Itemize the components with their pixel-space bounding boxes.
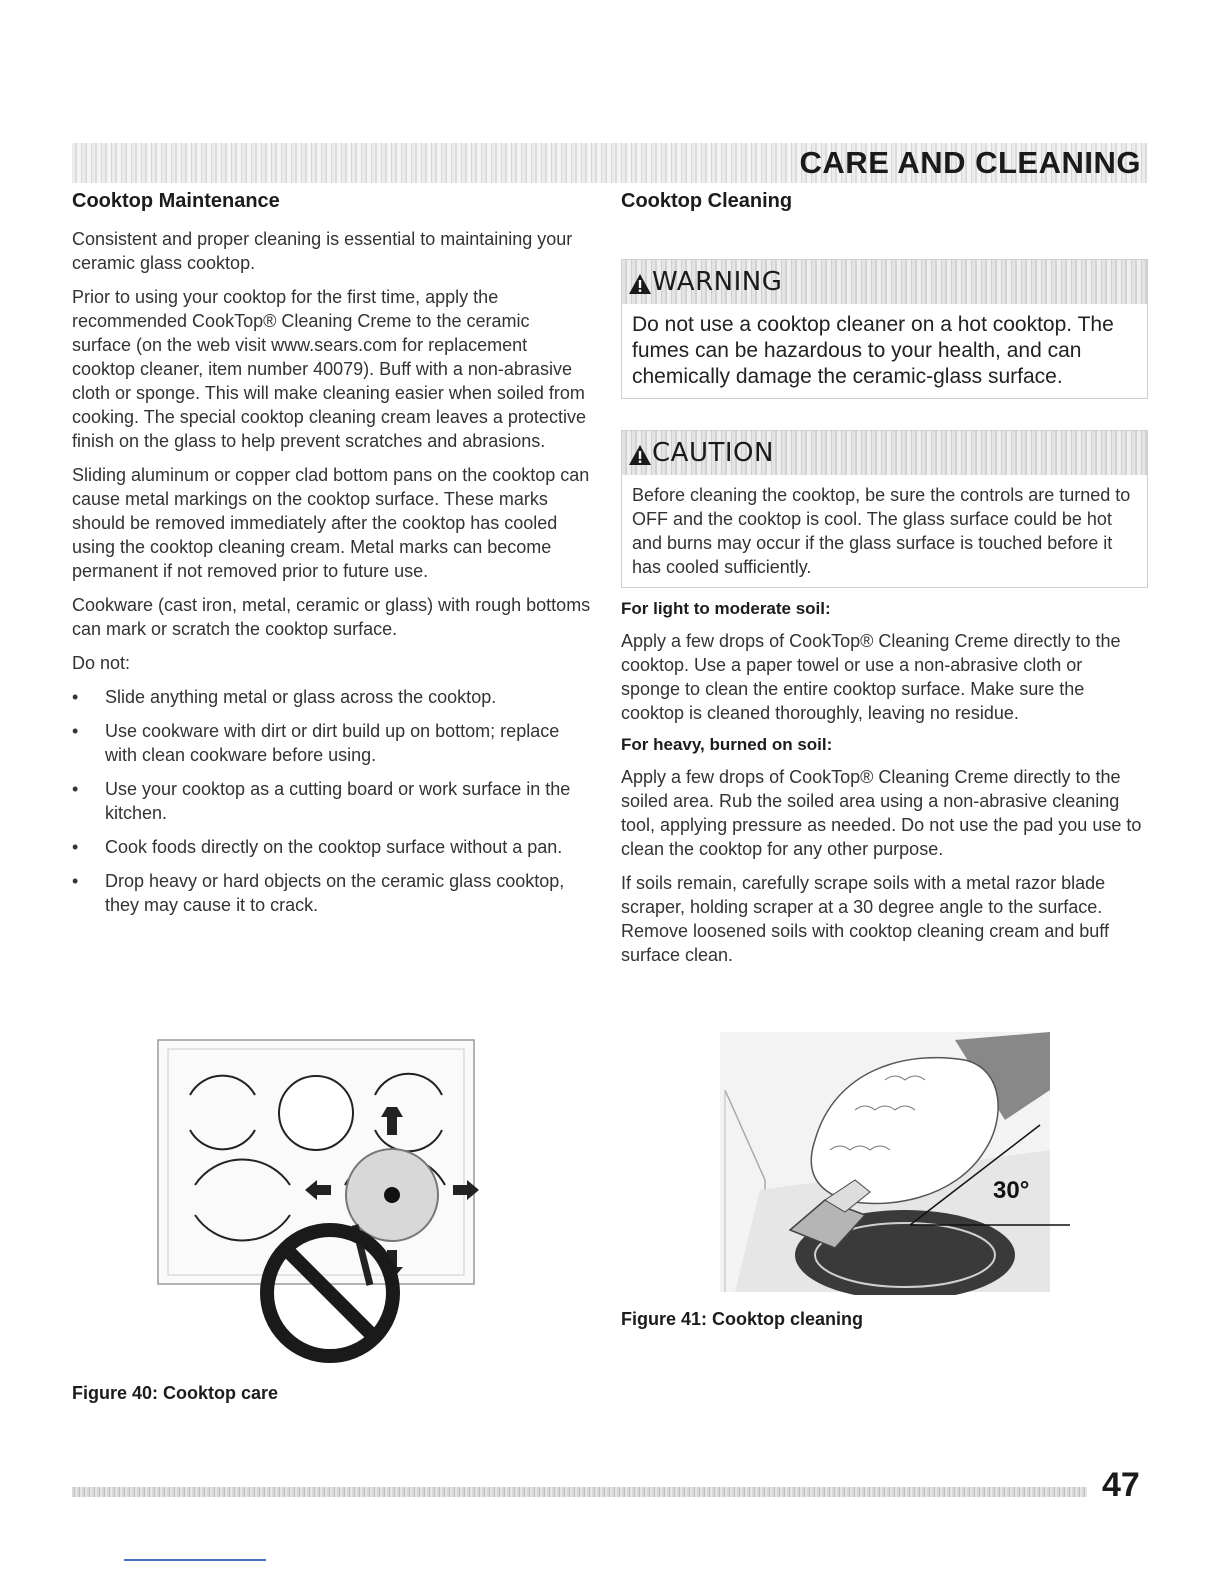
heavy-soil-text: If soils remain, carefully scrape soils with a metal razor blade scraper, holding scraper at a 30 degree angle to the surface. Remove loosened soils with cooktop cleaning cream and buff surface clean.	[621, 873, 1109, 965]
list-item: • Slide anything metal or glass across the cooktop.	[72, 685, 592, 709]
heavy-soil-text: Apply a few drops of CookTop® Cleaning Creme directly to the soiled area. Rub the soiled area using a non-abrasive cleaning tool, applying pressure as needed. Do not use the pad you use to clean the cooktop for any other purpose.	[621, 767, 1142, 859]
section-title: CARE AND CLEANING	[799, 145, 1141, 180]
caution-box	[621, 430, 1148, 588]
footer-band	[72, 1487, 1087, 1497]
figure-41-caption: Figure 41: Cooktop cleaning	[621, 1309, 864, 1329]
list-item: • Drop heavy or hard objects on the ceramic glass cooktop, they may cause it to crack.	[72, 869, 592, 917]
cooktop-care-illustration	[155, 1035, 485, 1365]
paragraph: Sliding aluminum or copper clad bottom pans on the cooktop can cause metal markings on the cooktop surface. These marks should be removed immediately after the cooktop has cooled using the cooktop cleaning cream. Metal marks can become permanent if not removed prior to future use.	[72, 465, 590, 581]
caution-text: Before cleaning the cooktop, be sure the controls are turned to OFF and the cooktop is cool. The glass surface could be hot and burns may occur if the glass surface is touched before it has cooled sufficiently.	[622, 475, 1147, 587]
right-column	[621, 190, 1146, 227]
soil-instructions	[621, 599, 1146, 977]
paragraph: Prior to using your cooktop for the first time, apply the recommended CookTop® Cleaning Creme to the ceramic surface (on the web visit www.sears.com for replacement cooktop cleaner, item number 40079). Buff with a non-abrasive cloth or sponge. This will make cleaning easier when soiled from cooking. The special cooktop cleaning cream leaves a protective finish on the glass to help prevent scratches and abrasions.	[72, 287, 586, 451]
page-number: 47	[1102, 1466, 1140, 1504]
do-not-list	[72, 685, 592, 917]
list-item: • Use your cooktop as a cutting board or work surface in the kitchen.	[72, 777, 592, 825]
angle-label: 30°	[993, 1177, 1030, 1204]
list-item: • Use cookware with dirt or dirt build up on bottom; replace with clean cookware before using.	[72, 719, 592, 767]
caution-band	[622, 431, 1147, 475]
figure-40-caption: Figure 40: Cooktop care	[72, 1383, 279, 1403]
maintenance-heading: Cooktop Maintenance	[72, 190, 280, 212]
divider	[124, 1559, 266, 1561]
warning-label: WARNING	[652, 267, 783, 297]
warning-triangle-icon	[628, 273, 652, 295]
caution-label: CAUTION	[652, 438, 774, 468]
warning-text: Do not use a cooktop cleaner on a hot cooktop. The fumes can be hazardous to your health, and can chemically damage the ceramic-glass surface.	[622, 304, 1147, 398]
paragraph: Do not:	[72, 653, 131, 673]
caution-triangle-icon	[628, 444, 652, 466]
left-column	[72, 190, 592, 927]
warning-box	[621, 259, 1148, 399]
light-soil-heading: For light to moderate soil:	[621, 599, 831, 618]
paragraph: Cookware (cast iron, metal, ceramic or glass) with rough bottoms can mark or scratch the cooktop surface.	[72, 595, 591, 639]
cleaning-heading: Cooktop Cleaning	[621, 190, 793, 212]
list-item: • Cook foods directly on the cooktop surface without a pan.	[72, 835, 592, 859]
warning-band	[622, 260, 1147, 304]
cooktop-cleaning-illustration	[705, 1030, 1075, 1295]
heavy-soil-heading: For heavy, burned on soil:	[621, 735, 833, 754]
light-soil-text: Apply a few drops of CookTop® Cleaning Creme directly to the cooktop. Use a paper towel or use a non-abrasive cloth or sponge to clean the entire cooktop surface. Make sure the cooktop is cleaned thoroughly, leaving no residue.	[621, 631, 1121, 723]
paragraph: Consistent and proper cleaning is essential to maintaining your ceramic glass cooktop.	[72, 229, 573, 273]
section-header-band	[72, 143, 1147, 183]
